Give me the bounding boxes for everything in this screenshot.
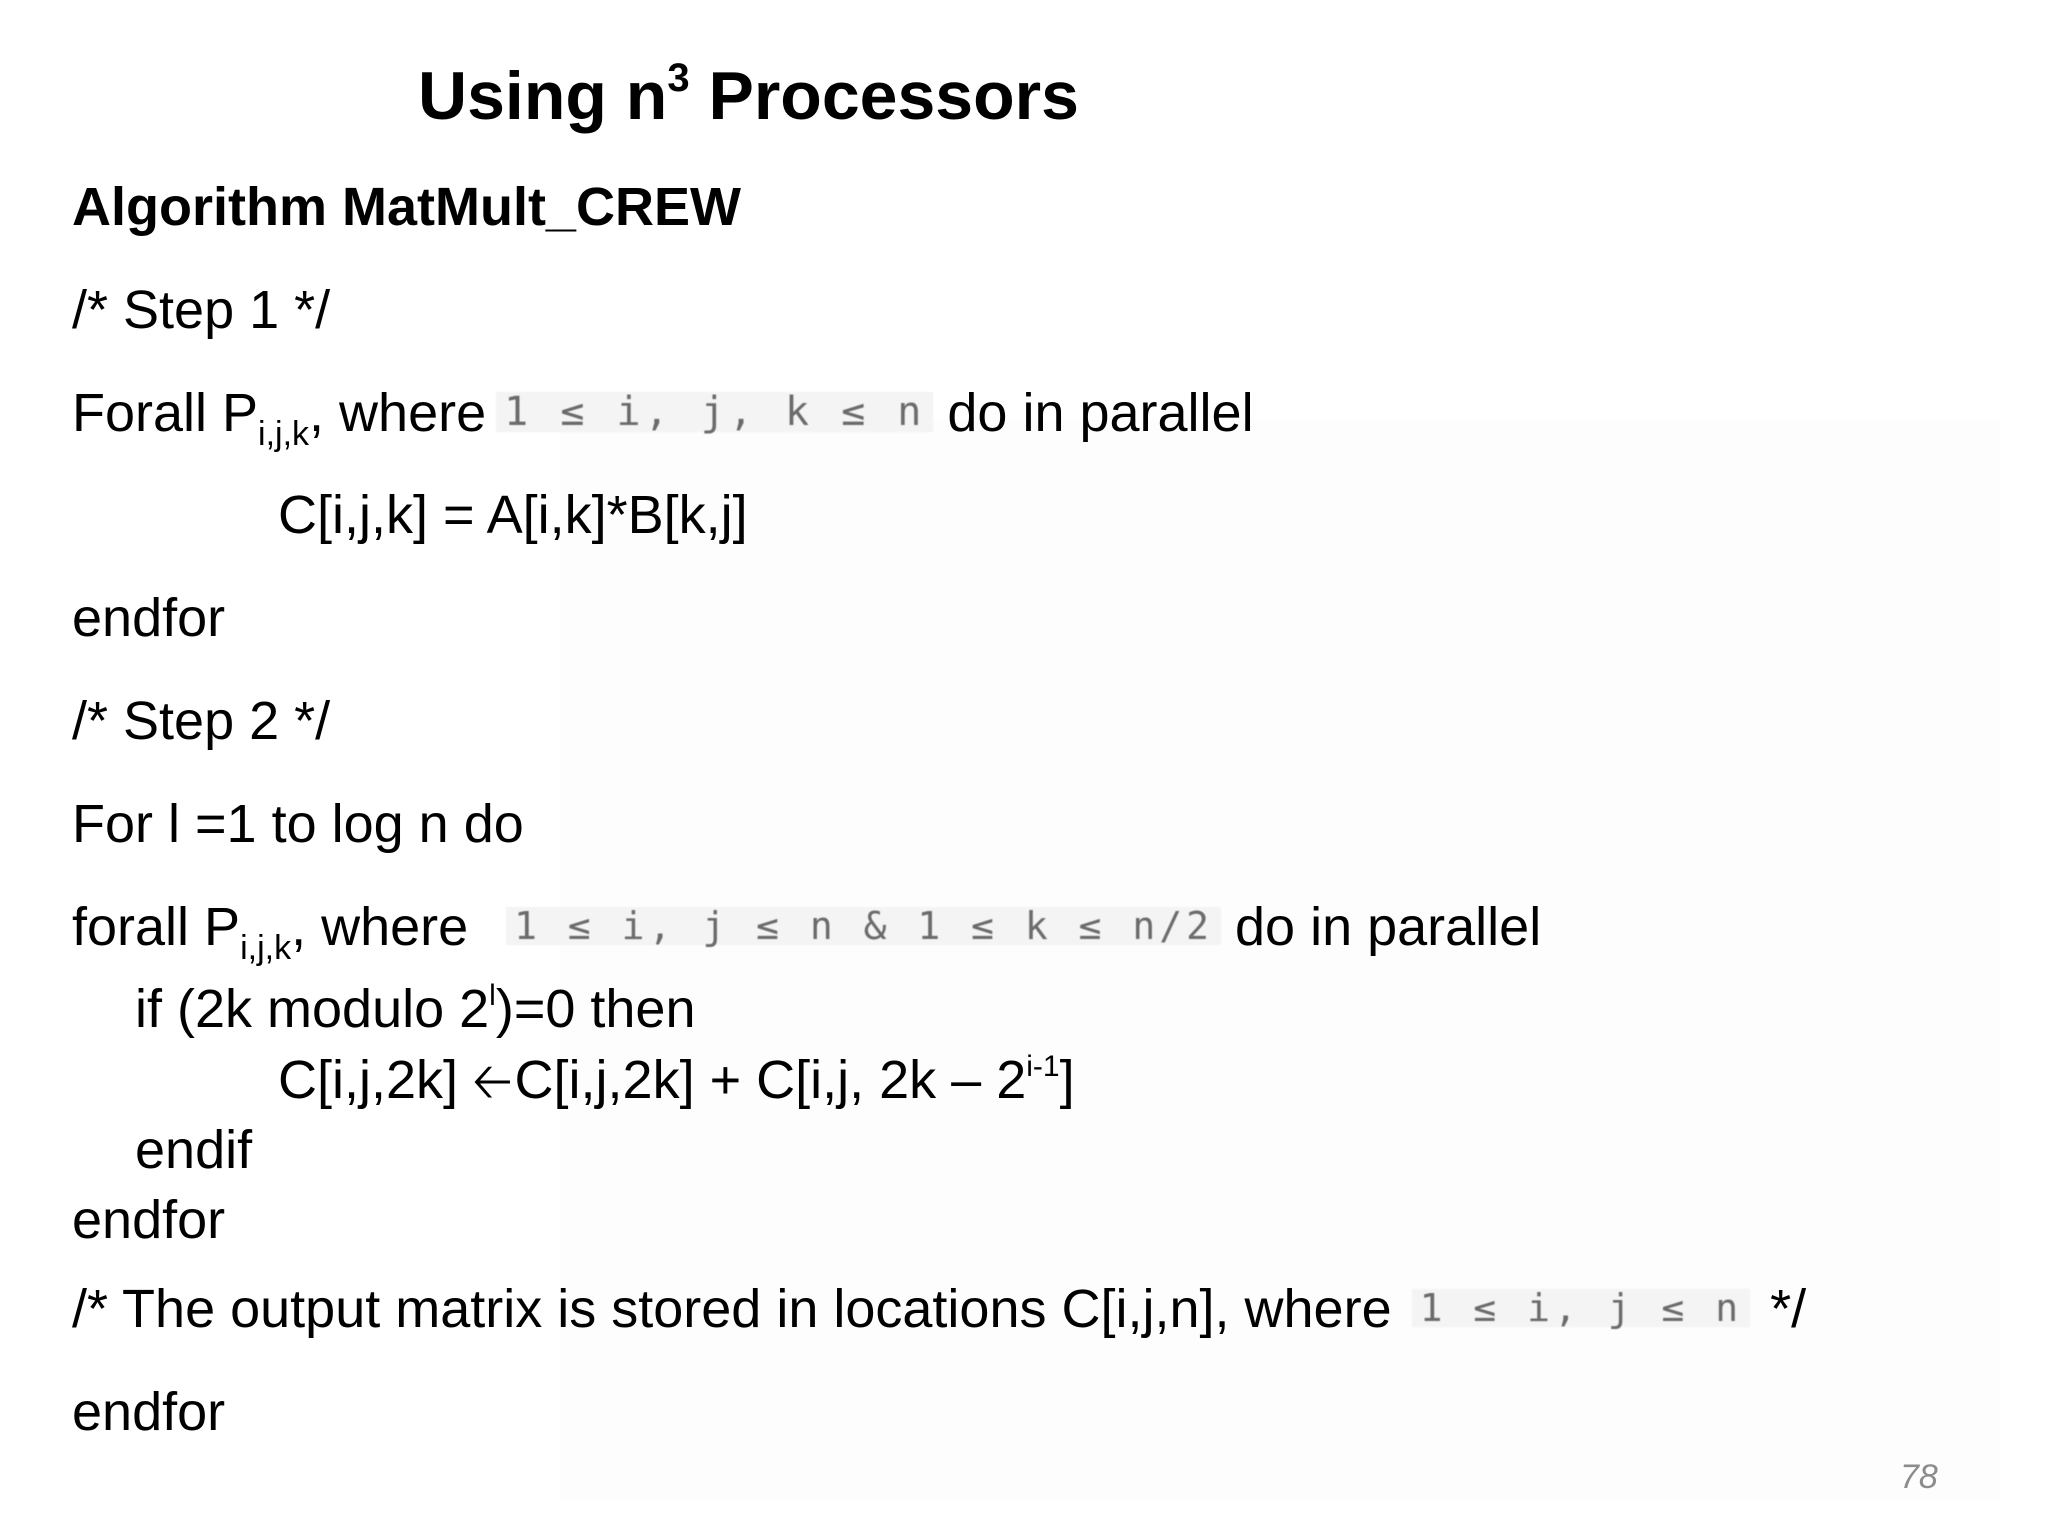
forall2-tail: do in parallel [1235,897,1542,957]
slide-title [418,56,1079,134]
assign2-exponent: i-1 [1026,1050,1060,1083]
title-prefix: Using n [418,58,668,134]
forall2-subscript: i,j,k [240,929,292,967]
output-comment-prefix: /* The output matrix is stored in locations C[i,j,n], where [72,1279,1392,1339]
forall1-line [72,383,1254,453]
title-suffix: Processors [689,58,1079,134]
page-number: 78 [1900,1458,1938,1496]
assign1-line: C[i,j,k] = A[i,k]*B[k,j] [278,485,748,545]
forall1-subscript: i,j,k [258,415,310,453]
if-line [135,979,696,1039]
forall2-condition-image: 1 ≤ i, j ≤ n & 1 ≤ k ≤ n/2 [506,907,1221,945]
if-prefix: if (2k modulo 2 [135,979,490,1039]
output-comment-line [72,1279,1807,1339]
forall1-tail: do in parallel [947,383,1254,443]
forall1-keyword: Forall P [72,383,259,443]
assign2-line [278,1050,1075,1110]
forall2-keyword: forall P [72,897,241,957]
if-suffix: )=0 then [495,979,696,1039]
for-loop-line: For l =1 to log n do [72,794,524,854]
endfor2: endfor [72,1190,226,1250]
step2-comment: /* Step 2 */ [72,691,331,751]
forall1-condition-image: 1 ≤ i, j, k ≤ n [496,392,933,432]
forall1-where: , where [309,383,487,443]
assign2-right-suffix: ] [1059,1050,1075,1110]
left-arrow-icon: 🡠 [472,1053,513,1109]
algorithm-heading: Algorithm MatMult_CREW [72,177,741,237]
output-comment-suffix: */ [1770,1279,1807,1339]
assign2-left: C[i,j,2k] [278,1050,459,1110]
forall2-line [72,897,1542,967]
title-exponent: 3 [667,56,690,101]
output-condition-image: 1 ≤ i, j ≤ n [1412,1289,1751,1327]
assign2-right-prefix: C[i,j,2k] + C[i,j, 2k – 2 [514,1050,1027,1110]
if-exponent: l [489,979,496,1012]
endif-line: endif [135,1120,253,1180]
endfor3: endfor [72,1382,226,1442]
endfor1: endfor [72,588,226,648]
forall2-where: , where [291,897,469,957]
step1-comment: /* Step 1 */ [72,280,331,340]
